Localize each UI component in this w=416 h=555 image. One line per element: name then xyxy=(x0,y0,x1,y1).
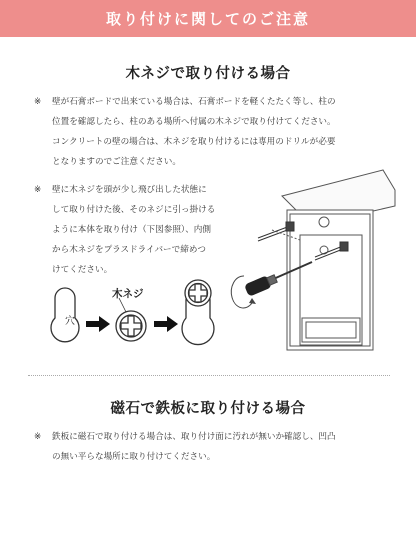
note-line: 壁が石膏ボードで出来ている場合は、石膏ボードを軽くたたく等し、柱の xyxy=(52,97,336,107)
keyhole-with-screw xyxy=(116,311,146,341)
hole-label: 穴 xyxy=(65,316,75,327)
note-line: コンクリートの壁の場合は、木ネジを取り付けるには専用のドリルが必要 xyxy=(52,137,336,147)
note-mark: ※ xyxy=(34,432,42,442)
screw-label: 木ネジ xyxy=(112,288,144,300)
product-illustration xyxy=(258,170,395,350)
note-mark: ※ xyxy=(34,185,42,195)
note-mark: ※ xyxy=(34,97,42,107)
section-divider xyxy=(28,375,390,376)
note-line: の無い平らな場所に取り付けてください。 xyxy=(52,452,216,462)
note-line: 壁に木ネジを頭が少し飛び出した状態に xyxy=(52,185,207,195)
note-line: 位置を確認したら、柱のある場所へ付属の木ネジで取り付けてください。 xyxy=(52,117,336,127)
note-line: となりますのでご注意ください。 xyxy=(52,157,181,167)
note-line: から木ネジをプラスドライバーで締めつ xyxy=(52,245,207,255)
section-title-screw: 木ネジで取り付ける場合 xyxy=(125,66,291,82)
note-line: 鉄板に磁石で取り付ける場合は、取り付け面に汚れが無いか確認し、凹凸 xyxy=(52,432,336,442)
arrow-right-icon xyxy=(154,316,178,332)
note-magnet xyxy=(52,427,336,467)
arrow-right-icon xyxy=(86,316,110,332)
section-title-magnet: 磁石で鉄板に取り付ける場合 xyxy=(110,401,306,417)
note-line: して取り付けた後、そのネジに引っ掛ける xyxy=(52,205,216,215)
note-line: けてください。 xyxy=(52,265,113,275)
header-title: 取り付けに関してのご注意 xyxy=(105,10,310,28)
note-line: ように本体を取り付け（下図参照）、内側 xyxy=(52,225,211,235)
keyhole-hung-on-screw xyxy=(182,280,214,345)
